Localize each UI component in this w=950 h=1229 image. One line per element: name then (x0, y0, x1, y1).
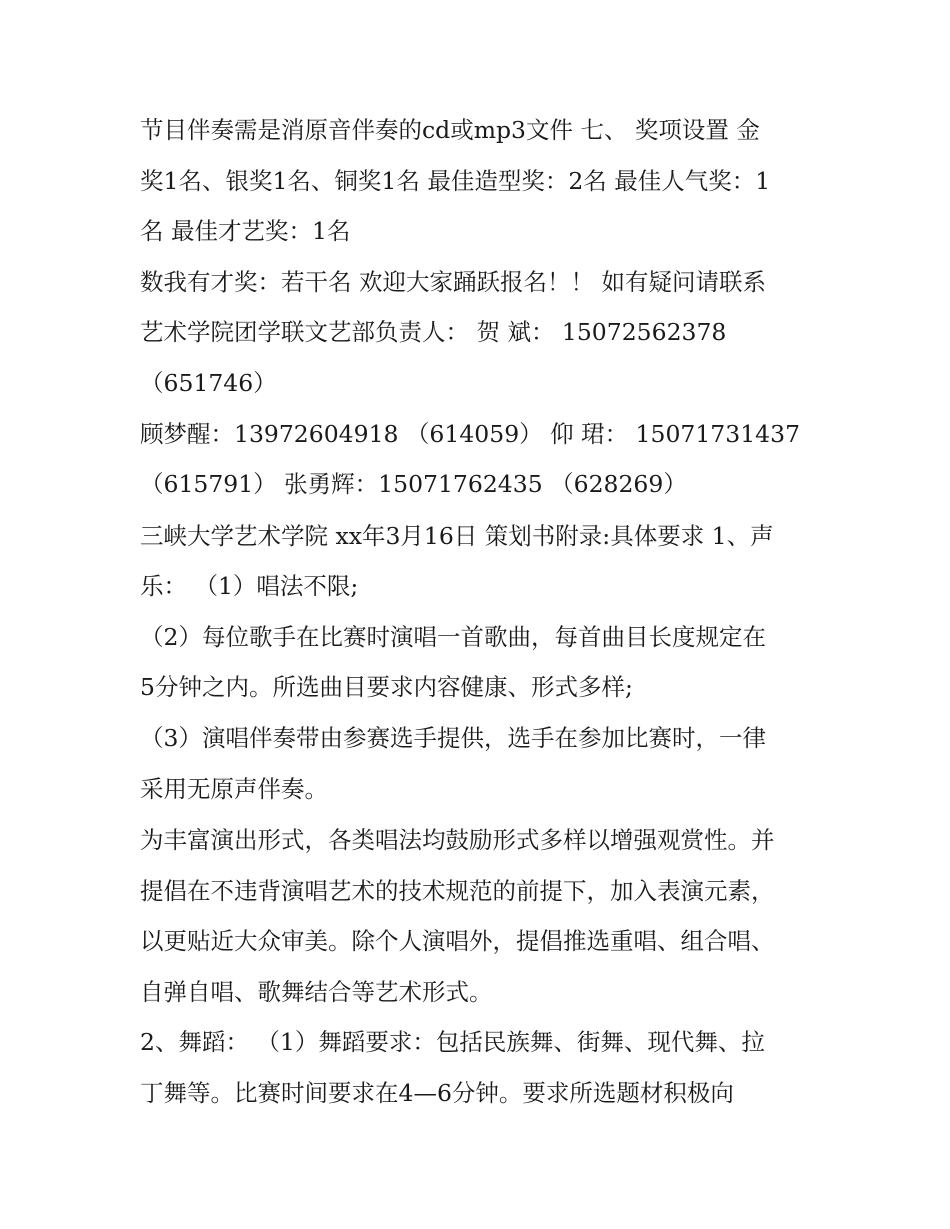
text-line: 数我有才奖：若干名 欢迎大家踊跃报名！！ 如有疑问请联系 (140, 268, 766, 296)
text-line: 奖1名、银奖1名、铜奖1名 最佳造型奖：2名 最佳人气奖：1 (140, 167, 771, 195)
text-line: （615791） 张勇辉：15071762435 （628269） (140, 470, 687, 498)
text-line: 三峡大学艺术学院 xx年3月16日 策划书附录:具体要求 1、声 (140, 522, 774, 550)
text-line: （2）每位歌手在比赛时演唱一首歌曲，每首曲目长度规定在 (140, 623, 766, 651)
text-line: 顾梦醒：13972604918 （614059） 仰 珺： 15071731437 (140, 420, 801, 448)
text-line: 乐： （1）唱法不限; (140, 572, 359, 600)
text-line: 丁舞等。比赛时间要求在4—6分钟。要求所选题材积极向 (140, 1079, 734, 1107)
text-line: 2、舞蹈： （1）舞蹈要求：包括民族舞、街舞、现代舞、拉 (140, 1028, 765, 1056)
text-line: 以更贴近大众审美。除个人演唱外，提倡推选重唱、组合唱、 (140, 927, 775, 955)
text-line: 为丰富演出形式，各类唱法均鼓励形式多样以增强观赏性。并 (140, 826, 775, 854)
text-line: 节目伴奏需是消原音伴奏的cd或mp3文件 七、 奖项设置 金 (140, 116, 760, 144)
text-line: 艺术学院团学联文艺部负责人： 贺 斌： 15072562378 (140, 318, 727, 346)
text-line: 名 最佳才艺奖：1名 (140, 217, 351, 245)
text-line: 采用无原声伴奏。 (140, 775, 328, 803)
text-line: 自弹自唱、歌舞结合等艺术形式。 (140, 978, 493, 1006)
text-line: 5分钟之内。所选曲目要求内容健康、形式多样; (140, 673, 633, 701)
text-line: 提倡在不违背演唱艺术的技术规范的前提下，加入表演元素， (140, 877, 775, 905)
text-line: （3）演唱伴奏带由参赛选手提供，选手在参加比赛时，一律 (140, 724, 766, 752)
text-line: （651746） (140, 369, 277, 397)
